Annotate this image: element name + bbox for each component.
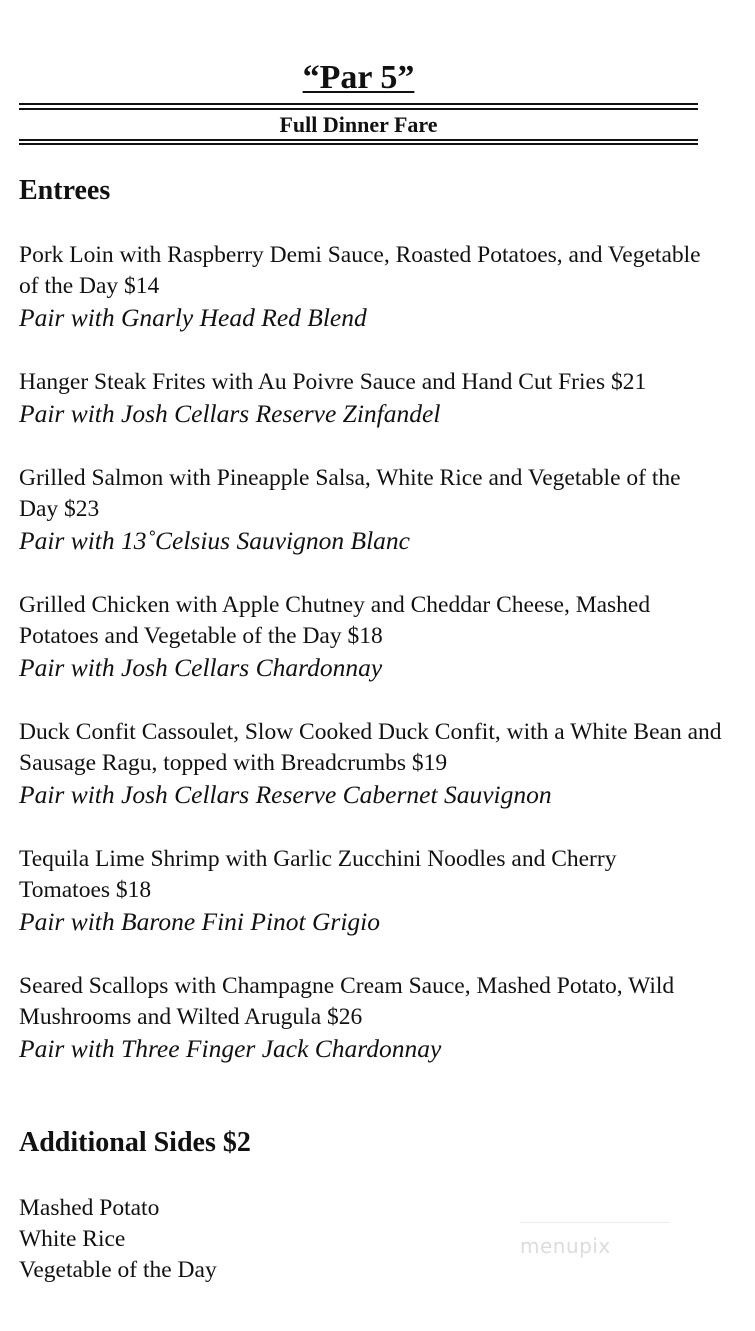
entrees-heading: Entrees [19, 175, 111, 206]
watermark-line [520, 1222, 670, 1223]
menu-subtitle: Full Dinner Fare [279, 112, 438, 137]
entree-wine-pairing: Pair with Josh Cellars Reserve Cabernet Sauvignon [19, 780, 552, 809]
entree-description: Pork Loin with Raspberry Demi Sauce, Roasted Potatoes, and Vegetable of the Day $14 [19, 242, 701, 299]
entree-wine-pairing: Pair with Three Finger Jack Chardonnay [19, 1034, 442, 1063]
entree-item [19, 367, 719, 429]
side-item: White Rice [19, 1226, 126, 1252]
entree-wine-pairing: Pair with Josh Cellars Reserve Zinfandel [19, 399, 441, 428]
entree-item [19, 590, 719, 683]
menu-title-text: “Par 5” [302, 59, 415, 96]
side-item: Vegetable of the Day [19, 1257, 217, 1283]
entree-wine-pairing: Pair with Gnarly Head Red Blend [19, 303, 367, 332]
divider-top-1 [19, 103, 698, 105]
entree-item [19, 971, 719, 1064]
entree-description: Seared Scallops with Champagne Cream Sauce, Mashed Potato, Wild Mushrooms and Wilted Arugula $26 [19, 973, 675, 1030]
entrees-list [19, 240, 722, 1098]
entree-description: Grilled Chicken with Apple Chutney and Cheddar Cheese, Mashed Potatoes and Vegetable of the Day $18 [19, 592, 651, 649]
divider-bottom-1 [19, 139, 698, 141]
entree-description: Duck Confit Cassoulet, Slow Cooked Duck Confit, with a White Bean and Sausage Ragu, topped with Breadcrumbs $19 [19, 719, 722, 776]
divider-bottom-2 [19, 143, 698, 145]
side-item: Mashed Potato [19, 1195, 160, 1221]
menu-title [0, 58, 717, 98]
entree-description: Hanger Steak Frites with Au Poivre Sauce and Hand Cut Fries $21 [19, 369, 647, 395]
entree-wine-pairing: Pair with Josh Cellars Chardonnay [19, 653, 383, 682]
entree-wine-pairing: Pair with Barone Fini Pinot Grigio [19, 907, 381, 936]
entree-item [19, 463, 719, 556]
sides-list [19, 1193, 217, 1286]
divider-top-2 [19, 108, 698, 110]
entree-item [19, 844, 719, 937]
entree-description: Grilled Salmon with Pineapple Salsa, White Rice and Vegetable of the Day $23 [19, 465, 681, 522]
entree-item [19, 717, 722, 810]
sides-heading: Additional Sides $2 [19, 1127, 251, 1158]
watermark-logo: menupix [520, 1234, 611, 1258]
entree-wine-pairing: Pair with 13˚Celsius Sauvignon Blanc [19, 526, 410, 555]
entree-item [19, 240, 719, 333]
entree-description: Tequila Lime Shrimp with Garlic Zucchini Noodles and Cherry Tomatoes $18 [19, 846, 617, 903]
